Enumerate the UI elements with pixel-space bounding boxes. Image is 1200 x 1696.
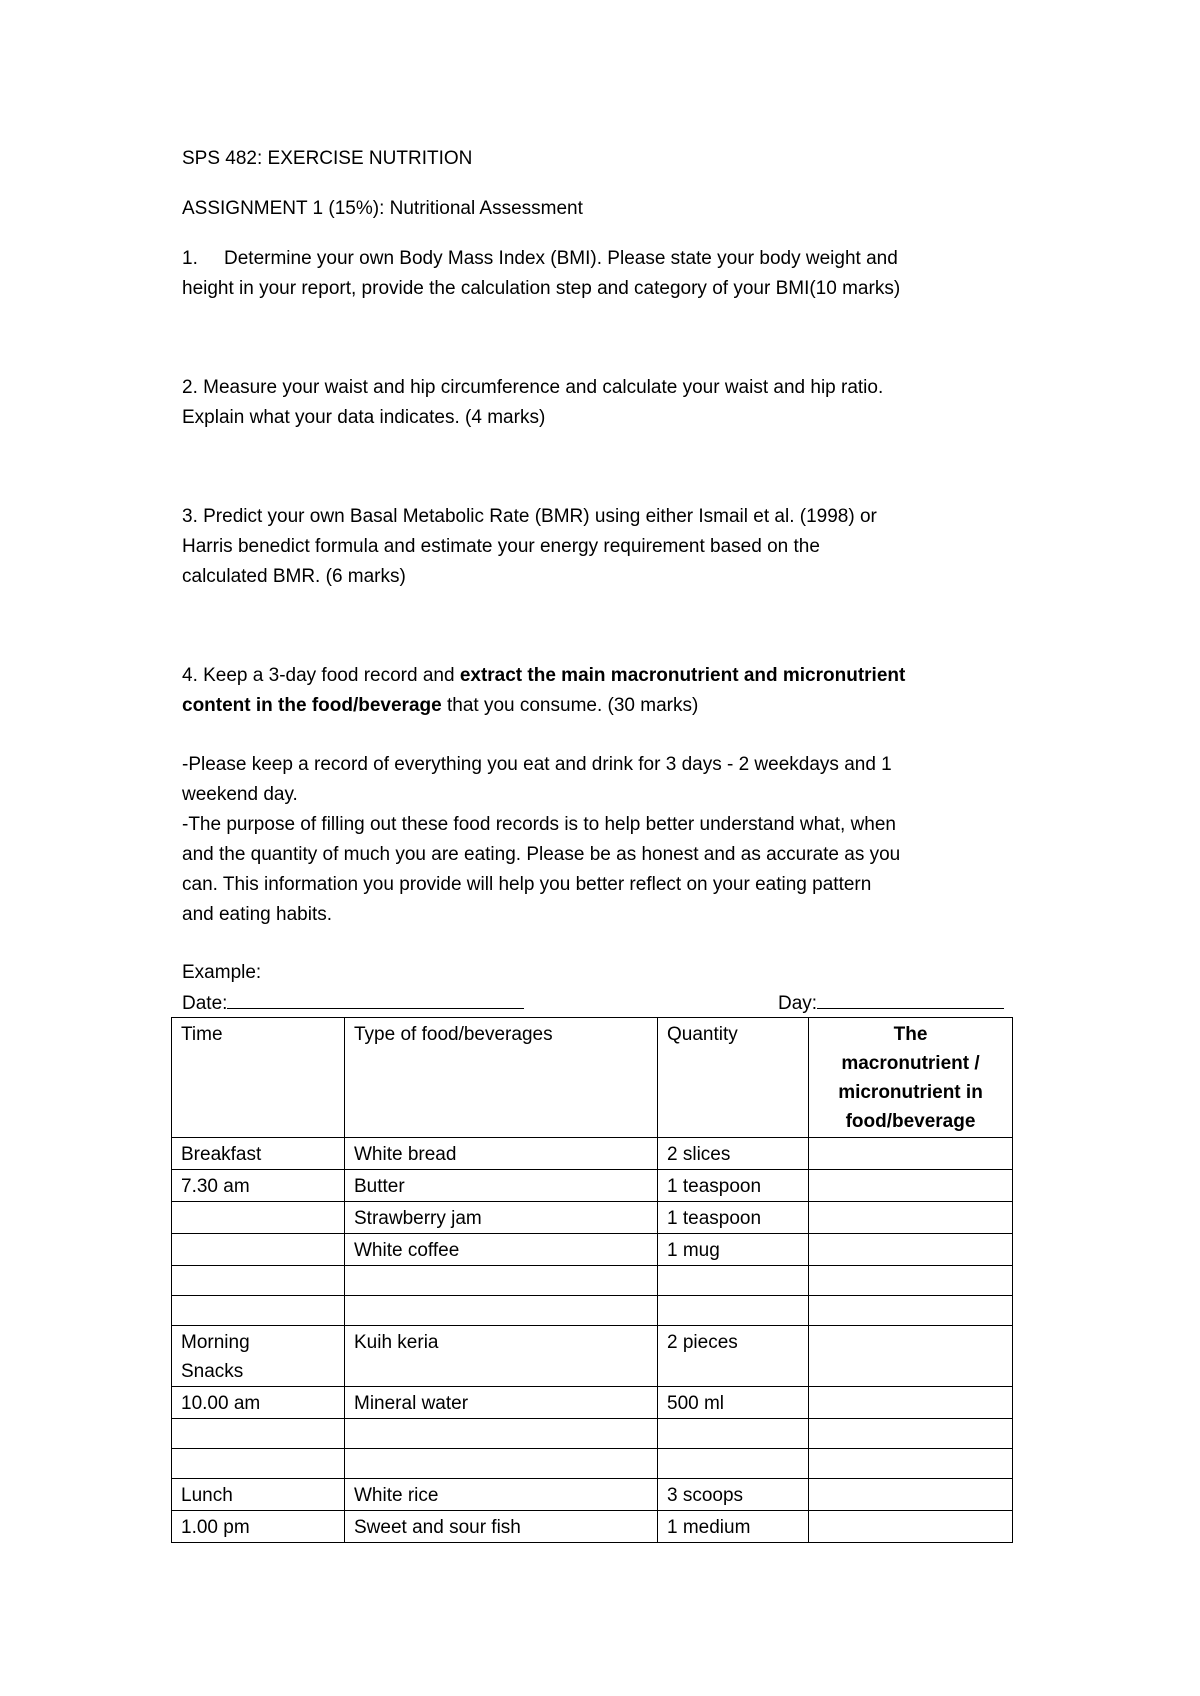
header-nutrient-line: macronutrient / (841, 1053, 980, 1074)
cell-food: Strawberry jam (345, 1202, 658, 1234)
cell-time (172, 1202, 345, 1234)
food-record-table (171, 1017, 1013, 1543)
date-field (182, 988, 524, 1019)
cell-food: White bread (345, 1138, 658, 1170)
header-nutrient (809, 1018, 1013, 1138)
instruction-1-line-2: weekend day. (182, 784, 298, 805)
header-food-type: Type of food/beverages (345, 1018, 658, 1138)
cell-nutrient (809, 1202, 1013, 1234)
cell-quantity: 2 pieces (658, 1326, 809, 1387)
question-4-emphasis-2: content in the food/beverage (182, 695, 442, 716)
question-4-line-1 (182, 661, 905, 691)
table-row (172, 1296, 1013, 1326)
table-row (172, 1202, 1013, 1234)
question-1-number: 1. (182, 248, 198, 269)
assignment-title: ASSIGNMENT 1 (15%): Nutritional Assessment (182, 198, 583, 219)
table-row (172, 1419, 1013, 1449)
question-1-text: Determine your own Body Mass Index (BMI). Please state your body weight and (224, 248, 898, 269)
cell-quantity: 500 ml (658, 1387, 809, 1419)
table-row (172, 1511, 1013, 1543)
header-nutrient-line: food/beverage (845, 1111, 976, 1132)
day-field (778, 988, 1004, 1019)
question-1-line-2: height in your report, provide the calculation step and category of your BMI(10 marks) (182, 278, 901, 299)
day-label: Day: (778, 993, 818, 1014)
question-4-text: 4. Keep a 3-day food record and (182, 665, 460, 686)
table-row (172, 1266, 1013, 1296)
question-1-line-1 (182, 244, 898, 274)
cell-time (172, 1234, 345, 1266)
cell-food: Sweet and sour fish (345, 1511, 658, 1543)
cell-nutrient (809, 1296, 1013, 1326)
cell-time: Lunch (172, 1479, 345, 1511)
cell-time: Breakfast (172, 1138, 345, 1170)
cell-nutrient (809, 1170, 1013, 1202)
cell-food: White coffee (345, 1234, 658, 1266)
cell-nutrient (809, 1479, 1013, 1511)
cell-quantity: 3 scoops (658, 1479, 809, 1511)
question-3-line-1: 3. Predict your own Basal Metabolic Rate (BMR) using either Ismail et al. (1998) or (182, 506, 877, 527)
course-title: SPS 482: EXERCISE NUTRITION (182, 148, 473, 169)
question-2-line-1: 2. Measure your waist and hip circumference and calculate your waist and hip ratio. (182, 377, 884, 398)
cell-quantity: 1 mug (658, 1234, 809, 1266)
table-row (172, 1479, 1013, 1511)
table-row (172, 1170, 1013, 1202)
cell-food (345, 1296, 658, 1326)
table-row (172, 1234, 1013, 1266)
question-2-line-2: Explain what your data indicates. (4 marks) (182, 407, 546, 428)
cell-food: Kuih keria (345, 1326, 658, 1387)
header-nutrient-line: The (893, 1024, 928, 1045)
header-time: Time (172, 1018, 345, 1138)
cell-time (172, 1449, 345, 1479)
instruction-2-line-2: and the quantity of much you are eating. Please be as honest and as accurate as you (182, 844, 901, 865)
table-row (172, 1387, 1013, 1419)
example-label: Example: (182, 962, 262, 983)
cell-food: Mineral water (345, 1387, 658, 1419)
cell-quantity: 1 teaspoon (658, 1202, 809, 1234)
cell-nutrient (809, 1387, 1013, 1419)
cell-quantity (658, 1296, 809, 1326)
question-3-line-2: Harris benedict formula and estimate your energy requirement based on the (182, 536, 820, 557)
question-3-line-3: calculated BMR. (6 marks) (182, 566, 406, 587)
cell-time: 10.00 am (172, 1387, 345, 1419)
cell-quantity (658, 1266, 809, 1296)
cell-nutrient (809, 1234, 1013, 1266)
instruction-1-line-1: -Please keep a record of everything you eat and drink for 3 days - 2 weekdays and 1 (182, 754, 892, 775)
table-header-row (172, 1018, 1013, 1138)
table-row (172, 1138, 1013, 1170)
date-label: Date: (182, 993, 228, 1014)
cell-food: White rice (345, 1479, 658, 1511)
cell-nutrient (809, 1326, 1013, 1387)
cell-time: 7.30 am (172, 1170, 345, 1202)
cell-food: Butter (345, 1170, 658, 1202)
cell-quantity (658, 1449, 809, 1479)
cell-nutrient (809, 1449, 1013, 1479)
cell-quantity: 1 teaspoon (658, 1170, 809, 1202)
cell-time: 1.00 pm (172, 1511, 345, 1543)
date-blank-line (227, 988, 524, 1009)
cell-nutrient (809, 1511, 1013, 1543)
cell-time-text: Morning Snacks (181, 1332, 250, 1382)
cell-nutrient (809, 1138, 1013, 1170)
day-blank-line (817, 988, 1004, 1009)
cell-food (345, 1449, 658, 1479)
cell-time (172, 1419, 345, 1449)
header-nutrient-line: micronutrient in (838, 1082, 983, 1103)
cell-nutrient (809, 1419, 1013, 1449)
table-row (172, 1326, 1013, 1387)
instruction-2-line-3: can. This information you provide will help you better reflect on your eating pattern (182, 874, 872, 895)
question-4-text-2: that you consume. (30 marks) (441, 695, 699, 716)
cell-time (172, 1326, 345, 1387)
cell-food (345, 1419, 658, 1449)
cell-quantity: 2 slices (658, 1138, 809, 1170)
cell-time (172, 1266, 345, 1296)
instruction-2-line-1: -The purpose of filling out these food records is to help better understand what, when (182, 814, 896, 835)
question-4-line-2 (182, 691, 698, 721)
question-4-emphasis: extract the main macronutrient and micronutrient (459, 665, 906, 686)
header-quantity: Quantity (658, 1018, 809, 1138)
cell-nutrient (809, 1266, 1013, 1296)
cell-time (172, 1296, 345, 1326)
cell-quantity: 1 medium (658, 1511, 809, 1543)
instruction-2-line-4: and eating habits. (182, 904, 333, 925)
cell-food (345, 1266, 658, 1296)
table-row (172, 1449, 1013, 1479)
cell-quantity (658, 1419, 809, 1449)
